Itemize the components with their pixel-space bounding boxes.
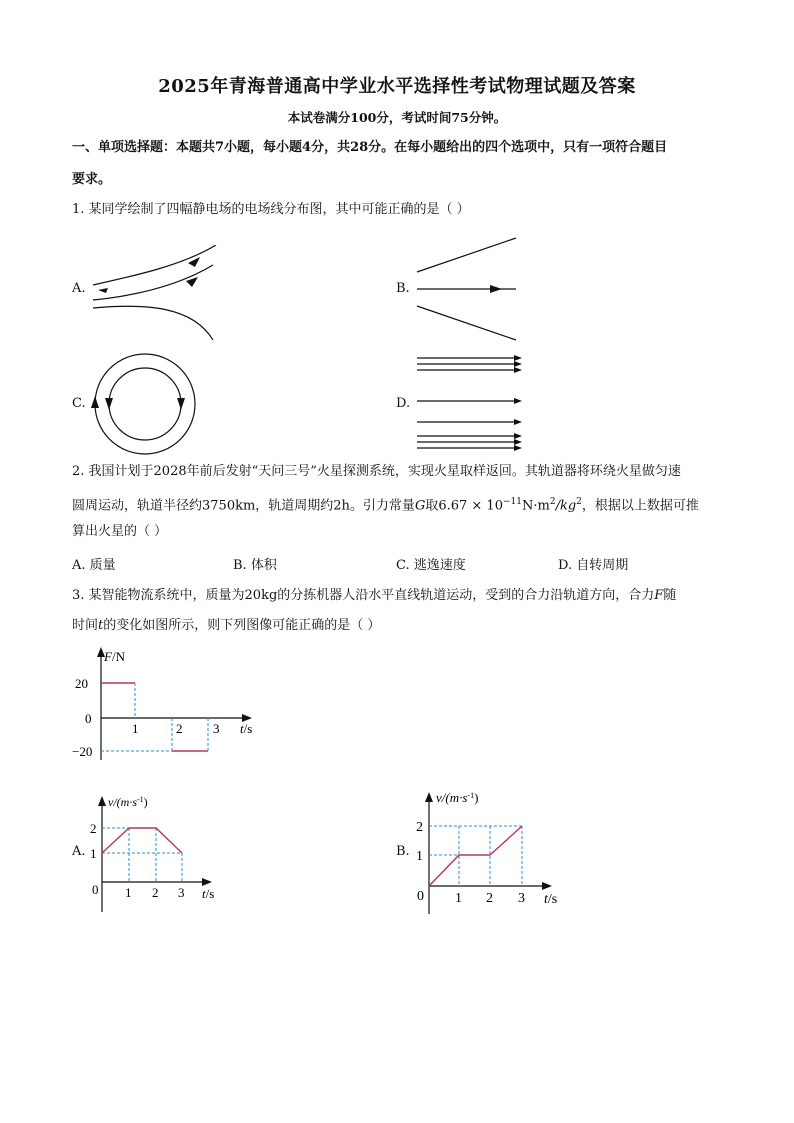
y-tick-label: 0	[85, 711, 92, 726]
x-tick-label: 1	[455, 891, 462, 906]
question-2-stem: 2. 我国计划于2028年前后发射“天问三号”火星探测系统，实现火星取样返回。其轨道器将环绕火星做匀速	[72, 464, 681, 479]
y-tick-label: 1	[416, 849, 423, 864]
arrow-icon	[490, 285, 502, 293]
x-tick-label: 2	[152, 885, 159, 900]
x-axis-arrow-icon	[202, 878, 212, 886]
y-axis-arrow-icon	[98, 796, 106, 806]
q2-option-b: B. 体积	[233, 558, 277, 573]
inner-field-circle	[109, 368, 181, 440]
question-2-stem-end: 算出火星的（ ）	[72, 524, 168, 539]
arrow-icon	[98, 288, 108, 293]
question-3-stem-cont: 时间t的变化如图所示，则下列图像可能正确的是（ ）	[72, 618, 381, 633]
x-axis-label: t/s	[544, 892, 558, 907]
x-axis-label: t/s	[202, 886, 215, 901]
x-axis-arrow-icon	[542, 882, 552, 890]
q1-option-a-figure	[88, 245, 223, 350]
section-heading: 一、单项选择题：本题共7小题，每小题4分，共28分。在每小题给出的四个选项中，只有一项符合题目	[72, 140, 668, 155]
arrow-icon	[177, 398, 185, 410]
q3-option-b-graph	[412, 782, 572, 917]
arrow-icon	[105, 398, 113, 410]
y-axis-label: F/N	[104, 649, 125, 664]
question-2-stem-cont: 圆周运动，轨道半径约3750km，轨道周期约2h。引力常量G取$6.67 \times 10^{-11}N\cdot m^2/kg^2$，根据以上数据可推	[72, 497, 699, 514]
x-tick-label: 2	[176, 721, 183, 736]
exam-info: 本试卷满分100分，考试时间75分钟。	[287, 110, 507, 125]
field-line	[93, 306, 213, 340]
x-tick-label: 0	[417, 889, 424, 904]
question-1-stem: 1. 某同学绘制了四幅静电场的电场线分布图，其中可能正确的是（ ）	[72, 202, 470, 217]
q1-option-b-label: B.	[396, 281, 410, 296]
q1-option-c-label: C.	[72, 396, 86, 411]
y-tick-label: 2	[90, 821, 97, 836]
y-axis-label: $v/(m\cdot s^{-1})$	[108, 795, 148, 809]
x-tick-label: 1	[132, 721, 139, 736]
x-tick-label: 3	[213, 721, 220, 736]
q3-option-a-graph	[88, 790, 228, 915]
question-3-stem: 3. 某智能物流系统中，质量为20kg的分拣机器人沿水平直线轨道运动，受到的合力沿轨道方向，合力F随	[72, 588, 677, 603]
field-line	[93, 245, 216, 285]
velocity-curve	[429, 826, 522, 886]
y-axis-label: $v/(m\cdot s^{-1})$	[436, 790, 479, 805]
x-tick-label: 1	[125, 885, 132, 900]
q2-option-c: C. 逃逸速度	[396, 558, 466, 573]
field-line	[417, 238, 516, 272]
arrow-icon	[91, 396, 99, 408]
y-axis-arrow-icon	[425, 792, 433, 802]
q1-option-d-label: D.	[396, 396, 411, 411]
x-tick-label: 0	[92, 882, 99, 897]
section-heading-cont: 要求。	[72, 172, 112, 187]
q2-option-a: A. 质量	[72, 558, 116, 573]
x-tick-label: 2	[486, 891, 493, 906]
q2-option-d: D. 自转周期	[558, 558, 629, 573]
field-line	[417, 306, 516, 340]
q3-option-b-label: B.	[396, 844, 410, 859]
q1-option-d-figure	[414, 352, 526, 454]
arrow-icon	[186, 277, 198, 287]
y-tick-label: 1	[90, 846, 97, 861]
y-tick-label: 2	[416, 820, 423, 835]
y-tick-label: 20	[75, 676, 88, 691]
q1-option-c-figure	[88, 350, 203, 460]
x-axis-label: t/s	[240, 721, 253, 736]
y-tick-label: −20	[72, 744, 93, 759]
q3-option-a-label: A.	[72, 844, 86, 859]
q1-option-b-figure	[414, 234, 524, 346]
q3-force-time-graph	[66, 645, 266, 765]
page-title: 2025年青海普通高中学业水平选择性考试物理试题及答案	[158, 76, 636, 97]
velocity-curve	[102, 828, 182, 853]
q1-option-a-label: A.	[72, 281, 86, 296]
x-tick-label: 3	[518, 891, 525, 906]
x-tick-label: 3	[178, 885, 185, 900]
